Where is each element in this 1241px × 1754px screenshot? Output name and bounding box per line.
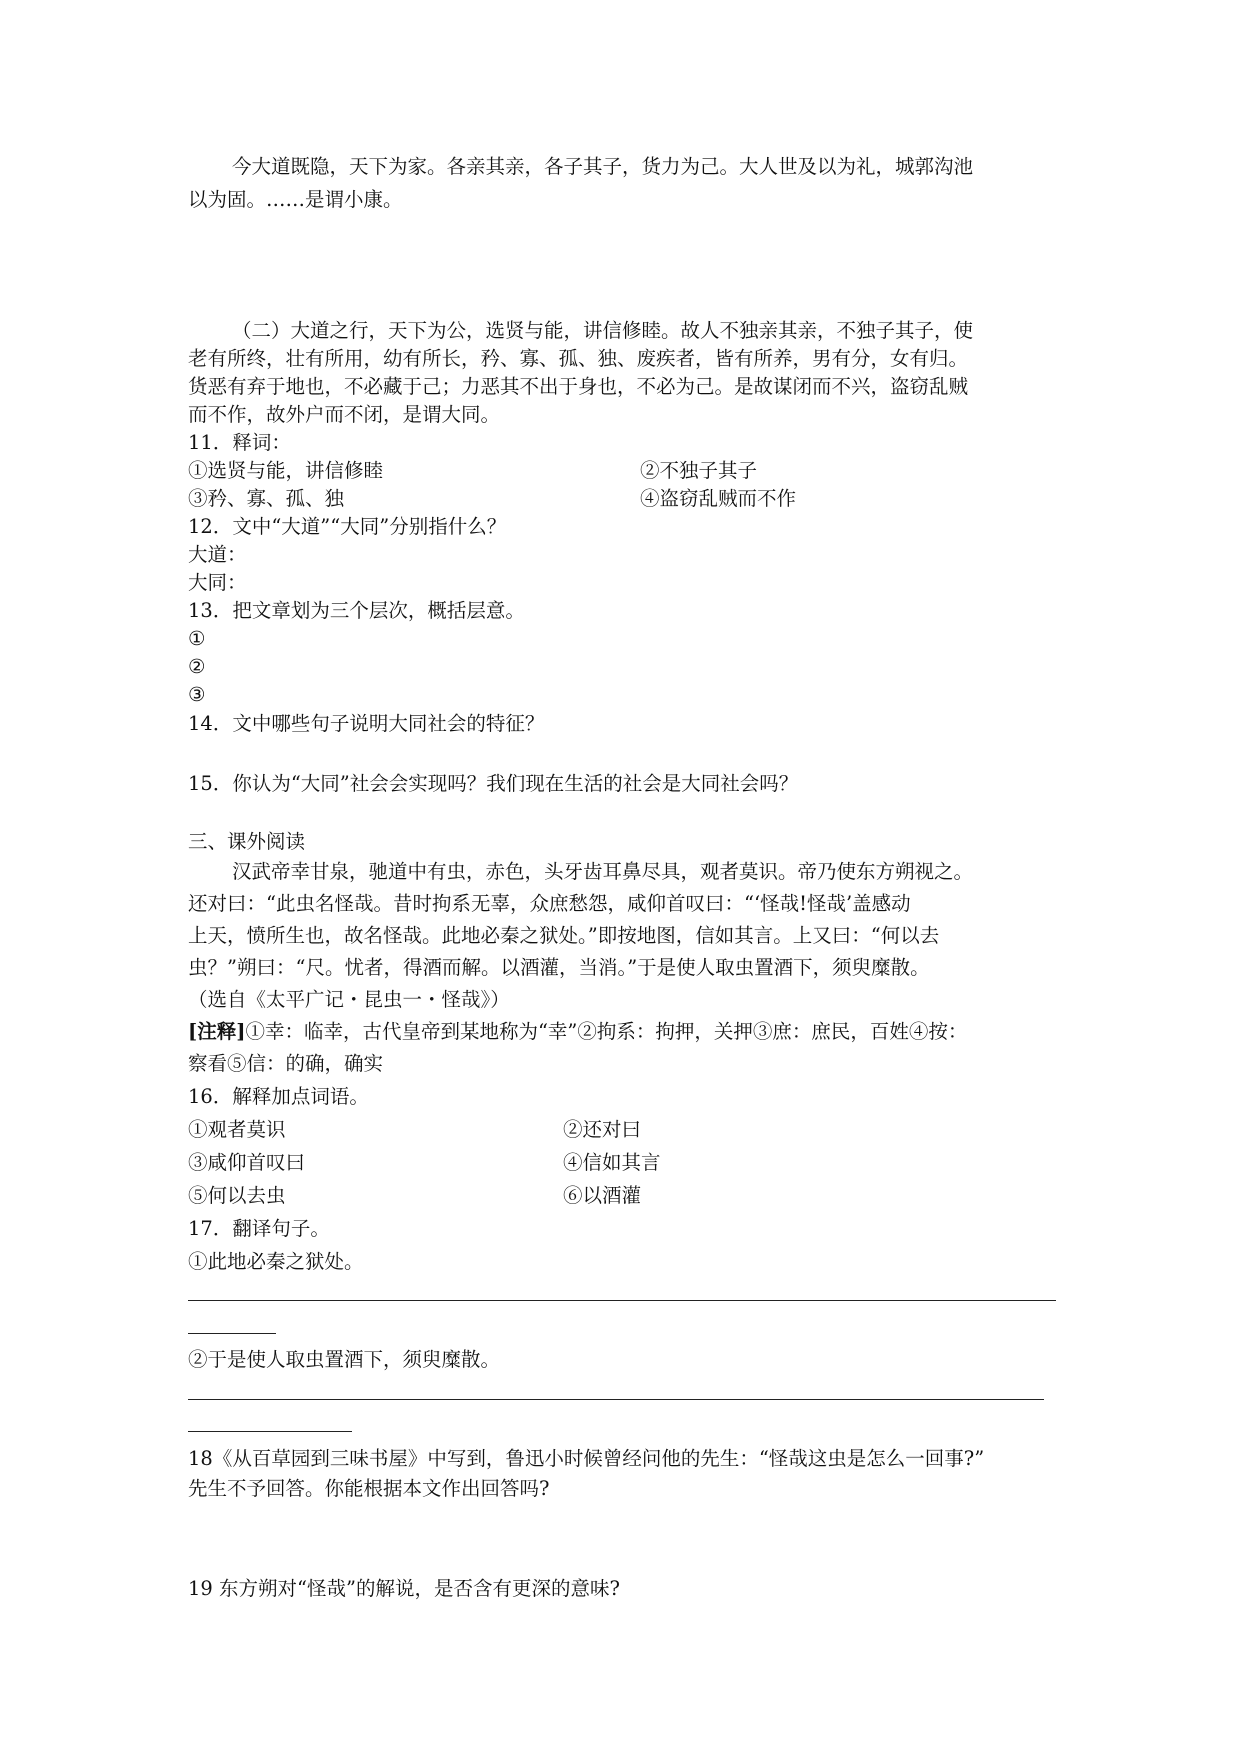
passage-two-line-1: （二）大道之行，天下为公，选贤与能，讲信修睦。故人不独亲其亲，不独子其子，使 [232,319,974,342]
q12-answer-datong: 大同： [188,571,247,594]
section3-source: （选自《太平广记・昆虫一・怪哉》） [188,988,510,1011]
q11-item-1: ①选贤与能，讲信修睦 [188,459,384,482]
q12-title: 12．文中“大道”“大同”分别指什么？ [188,515,507,538]
passage-two-line-3: 货恶有弃于地也，不必藏于己；力恶其不出于身也，不必为己。是故谋闭而不兴，盗窃乱贼 [188,375,969,398]
q17-title: 17．翻译句子。 [188,1217,330,1240]
q13-answer-1: ① [188,627,206,650]
q16-title: 16．解释加点词语。 [188,1085,369,1108]
answer-line-2 [188,1399,1044,1400]
q11-item-2: ②不独子其子 [640,459,758,482]
passage-intro-line-1: 今大道既隐，天下为家。各亲其亲，各子其子，货力为己。大人世及以为礼，城郭沟池 [232,155,974,178]
answer-line-2-tail [188,1431,352,1432]
q13-answer-2: ② [188,655,206,678]
q16-item-4: ④信如其言 [563,1151,661,1174]
passage-two-line-2: 老有所终，壮有所用，幼有所长，矜、寡、孤、独、废疾者，皆有所养，男有分，女有归。 [188,347,969,370]
section3-heading: 三、课外阅读 [188,830,306,853]
q18-line-2: 先生不予回答。你能根据本文作出回答吗? [188,1477,550,1500]
notes-text-1: ①幸：临幸，古代皇帝到某地称为“幸”②拘系：拘押，关押③庶：庶民，百姓④按： [245,1020,968,1043]
q16-item-3: ③咸仰首叹曰 [188,1151,306,1174]
q14-title: 14．文中哪些句子说明大同社会的特征？ [188,712,545,735]
q19-title: 19 东方朔对“怪哉”的解说，是否含有更深的意味? [188,1577,620,1600]
q16-item-1: ①观者莫识 [188,1118,286,1141]
q11-item-4: ④盗窃乱贼而不作 [640,487,797,510]
q11-title: 11．释词： [188,431,291,454]
q16-item-5: ⑤何以去虫 [188,1184,286,1207]
q13-answer-3: ③ [188,683,206,706]
section3-notes-line-1 [188,1018,967,1046]
answer-line-1-tail [188,1333,276,1334]
q13-title: 13．把文章划为三个层次，概括层意。 [188,599,525,622]
section3-passage-line-3: 上天，愤所生也，故名怪哉。此地必秦之狱处。”即按地图，信如其言。上又曰：“何以去 [188,924,940,947]
q12-answer-dadao: 大道： [188,543,247,566]
section3-passage-line-4: 虫？”朔曰：“尺。忧者，得酒而解。以酒灌，当消。”于是使人取虫置酒下，须臾糜散。 [188,956,930,979]
q16-item-6: ⑥以酒灌 [563,1184,642,1207]
q16-item-2: ②还对曰 [563,1118,642,1141]
passage-two-line-4: 而不作，故外户而不闭，是谓大同。 [188,403,501,426]
notes-label: [注释] [188,1020,246,1043]
section3-passage-line-2: 还对曰：“此虫名怪哉。昔时拘系无辜，众庶愁怨，咸仰首叹曰：“‘怪哉!怪哉’盖感动 [188,892,911,915]
q17-sentence-2: ②于是使人取虫置酒下，须臾糜散。 [188,1348,501,1371]
section3-passage-line-1: 汉武帝幸甘泉，驰道中有虫，赤色，头牙齿耳鼻尽具，观者莫识。帝乃使东方朔视之。 [232,860,974,883]
q18-line-1: 18《从百草园到三味书屋》中写到，鲁迅小时候曾经问他的先生：“怪哉这虫是怎么一回事?” [188,1447,985,1470]
answer-line-1 [188,1300,1056,1301]
section3-notes-line-2: 察看⑤信：的确，确实 [188,1052,384,1075]
q11-item-3: ③矜、寡、孤、独 [188,487,345,510]
passage-intro-line-2: 以为固。……是谓小康。 [188,188,403,211]
q17-sentence-1: ①此地必秦之狱处。 [188,1250,364,1273]
q15-title: 15．你认为“大同”社会会实现吗？我们现在生活的社会是大同社会吗？ [188,772,799,795]
